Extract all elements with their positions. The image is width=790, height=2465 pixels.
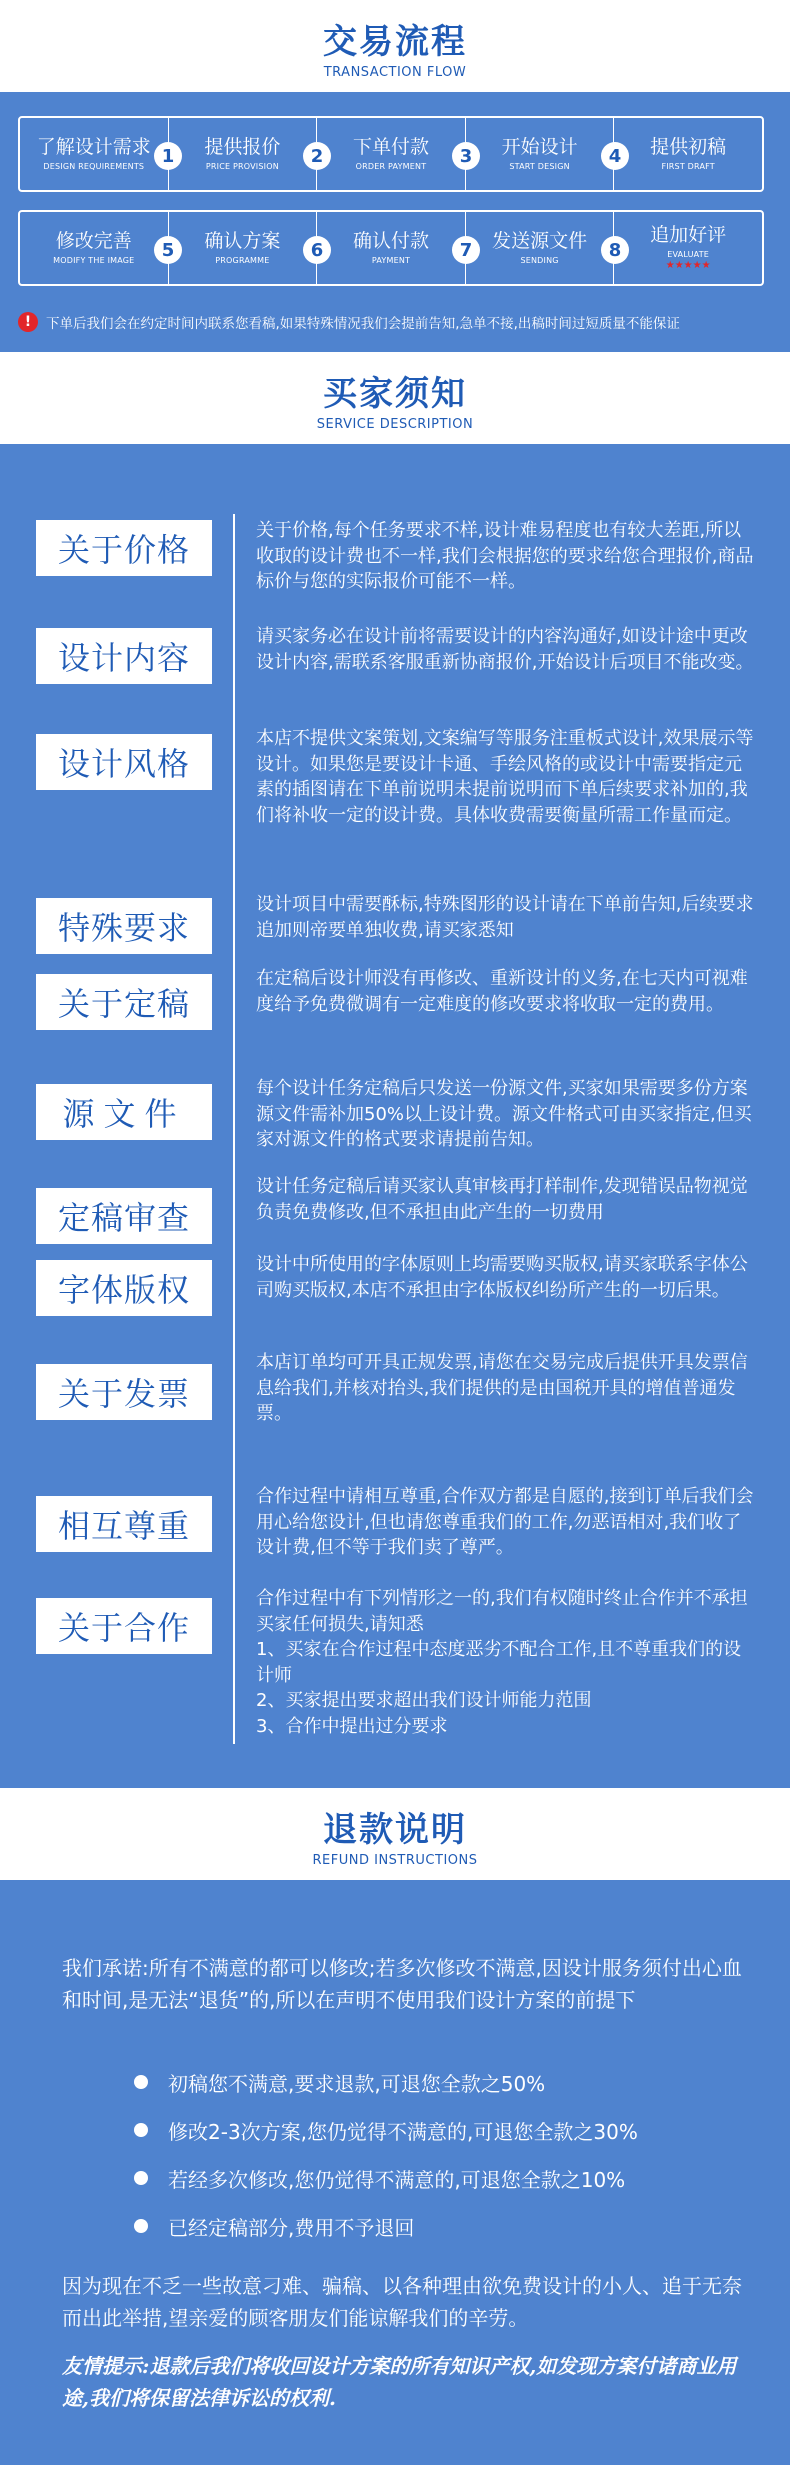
note-label-final: 关于定稿 bbox=[36, 974, 212, 1030]
transaction-title: 交易流程 bbox=[323, 22, 467, 62]
flow-row-2 bbox=[18, 210, 764, 286]
step-number-badge: 3 bbox=[452, 142, 480, 170]
note-label-source: 源文件 bbox=[36, 1084, 212, 1140]
flow-step bbox=[316, 118, 465, 190]
refund-item-text: 已经定稿部分,费用不予退回 bbox=[168, 2215, 415, 2240]
flow-step-en: DESIGN REQUIREMENTS bbox=[43, 162, 145, 172]
note-text-review: 设计任务定稿后请买家认真审核再打样制作,发现错误品物视觉负责免费修改,但不承担由此产生的一切费用 bbox=[256, 1176, 748, 1223]
note-text-price: 关于价格,每个任务要求不样,设计难易程度也有较大差距,所以收取的设计费也不一样,我们会根据您的要求给您合理报价,商品标价与您的实际报价可能不一样。 bbox=[256, 520, 754, 593]
flow-step-label: 了解设计需求 bbox=[36, 135, 151, 158]
refund-item-text: 初稿您不满意,要求退款,可退您全款之50% bbox=[168, 2071, 546, 2096]
step-number-badge: 1 bbox=[154, 142, 182, 170]
note-text-style: 本店不提供文案策划,文案编写等服务注重板式设计,效果展示等设计。如果您是要设计卡通、手绘风格的或设计中需要指定元素的插图请在下单前说明未提前说明而下单后续要求补加的,我们将补收一定的设计费。具体收费需要衡量所需工作量而定。 bbox=[256, 728, 754, 826]
bullet-icon bbox=[134, 2075, 148, 2089]
flow-step-en: PRICE PROVISION bbox=[205, 162, 279, 172]
refund-intro: 我们承诺:所有不满意的都可以修改;若多次修改不满意,因设计服务须付出心血和时间,是无法“退货”的,所以在声明不使用我们设计方案的前提下 bbox=[62, 1956, 742, 2012]
flow-step bbox=[465, 118, 614, 190]
flow-step bbox=[168, 212, 317, 284]
flow-step-label: 修改完善 bbox=[55, 229, 132, 252]
refund-title: 退款说明 bbox=[323, 1810, 467, 1850]
order-notice-text: 下单后我们会在约定时间内联系您看稿,如果特殊情况我们会提前告知,急单不接,出稿时间过短质量不能保证 bbox=[46, 316, 680, 332]
note-label-price: 关于价格 bbox=[36, 520, 212, 576]
flow-step-en: SENDING bbox=[520, 256, 559, 266]
bullet-icon bbox=[134, 2219, 148, 2233]
alert-icon: ! bbox=[18, 312, 38, 332]
flow-step-label: 确认方案 bbox=[204, 229, 281, 252]
flow-step-en: ORDER PAYMENT bbox=[355, 162, 427, 172]
flow-step bbox=[20, 118, 168, 190]
transaction-subtitle: TRANSACTION FLOW bbox=[323, 65, 467, 80]
flow-step-en: START DESIGN bbox=[509, 162, 570, 172]
note-text-source: 每个设计任务定稿后只发送一份源文件,买家如果需要多份方案源文件需补加50%以上设计费。源文件格式可由买家指定,但买家对源文件的格式要求请提前告知。 bbox=[256, 1078, 752, 1151]
step-number-badge: 6 bbox=[303, 236, 331, 264]
bullet-icon bbox=[134, 2123, 148, 2137]
flow-step-label: 下单付款 bbox=[352, 135, 429, 158]
flow-step-label: 追加好评 bbox=[650, 223, 727, 246]
flow-step-en: MODIFY THE IMAGE bbox=[53, 256, 135, 266]
list-item bbox=[134, 2058, 754, 2106]
flow-step-label: 确认付款 bbox=[352, 229, 429, 252]
note-label-invoice: 关于发票 bbox=[36, 1364, 212, 1420]
transaction-flow bbox=[0, 92, 790, 352]
refund-item-text: 若经多次修改,您仍觉得不满意的,可退您全款之10% bbox=[168, 2167, 626, 2192]
note-label-review: 定稿审查 bbox=[36, 1188, 212, 1244]
refund-subtitle: REFUND INSTRUCTIONS bbox=[312, 1853, 478, 1868]
flow-step-en: PAYMENT bbox=[371, 256, 411, 266]
step-number-badge: 5 bbox=[154, 236, 182, 264]
note-text-invoice: 本店订单均可开具正规发票,请您在交易完成后提供开具发票信息给我们,并核对抬头,我们提供的是由国税开具的增值普通发票。 bbox=[256, 1352, 748, 1425]
bullet-icon bbox=[134, 2171, 148, 2185]
flow-step-en: PROGRAMME bbox=[215, 256, 270, 266]
note-label-respect: 相互尊重 bbox=[36, 1496, 212, 1552]
flow-step-label: 提供报价 bbox=[204, 135, 281, 158]
flow-step-label: 提供初稿 bbox=[650, 135, 727, 158]
rating-stars-icon: ★★★★★ bbox=[665, 260, 711, 272]
service-subtitle: SERVICE DESCRIPTION bbox=[316, 417, 474, 432]
step-number-badge: 2 bbox=[303, 142, 331, 170]
note-text-content: 请买家务必在设计前将需要设计的内容沟通好,如设计途中更改设计内容,需联系客服重新协商报价,开始设计后项目不能改变。 bbox=[256, 626, 754, 673]
flow-step bbox=[316, 212, 465, 284]
service-title: 买家须知 bbox=[323, 374, 467, 414]
flow-step bbox=[613, 118, 762, 190]
step-number-badge: 4 bbox=[601, 142, 629, 170]
flow-step-en: FIRST DRAFT bbox=[661, 162, 715, 172]
note-text-respect: 合作过程中请相互尊重,合作双方都是自愿的,接到订单后我们会用心给您设计,但也请您尊重我们的工作,勿恶语相对,我们收了设计费,但不等于我们卖了尊严。 bbox=[256, 1486, 754, 1559]
flow-step bbox=[20, 212, 168, 284]
flow-step-label: 开始设计 bbox=[501, 135, 578, 158]
flow-step bbox=[465, 212, 614, 284]
flow-step bbox=[613, 212, 762, 284]
note-text-final: 在定稿后设计师没有再修改、重新设计的义务,在七天内可视难度给予免费微调有一定难度的修改要求将收取一定的费用。 bbox=[256, 968, 748, 1015]
note-text-font: 设计中所使用的字体原则上均需要购买版权,请买家联系字体公司购买版权,本店不承担由字体版权纠纷所产生的一切后果。 bbox=[256, 1254, 748, 1301]
refund-list bbox=[134, 2058, 754, 2250]
refund-section bbox=[0, 1880, 790, 2465]
service-notes bbox=[0, 444, 790, 1788]
flow-step-label: 发送源文件 bbox=[492, 229, 588, 252]
order-notice bbox=[18, 312, 778, 332]
flow-step-en: EVALUATE bbox=[667, 250, 710, 260]
note-label-special: 特殊要求 bbox=[36, 898, 212, 954]
refund-header bbox=[0, 1788, 790, 1880]
refund-item-text: 修改2-3次方案,您仍觉得不满意的,可退您全款之30% bbox=[168, 2119, 638, 2144]
list-item bbox=[134, 2202, 754, 2250]
note-text-cooperation: 合作过程中有下列情形之一的,我们有权随时终止合作并不承担买家任何损失,请知悉 1、买家在合作过程中态度恶劣不配合工作,且不尊重我们的设计师 2、买家提出要求超出我们设计师能力范围 3、合作中提出过分要求 bbox=[256, 1588, 748, 1737]
flow-step bbox=[168, 118, 317, 190]
step-number-badge: 8 bbox=[601, 236, 629, 264]
transaction-header bbox=[0, 0, 790, 92]
note-label-style: 设计风格 bbox=[36, 734, 212, 790]
note-text-special: 设计项目中需要酥标,特殊图形的设计请在下单前告知,后续要求追加则帝要单独收费,请买家悉知 bbox=[256, 894, 754, 941]
step-number-badge: 7 bbox=[452, 236, 480, 264]
service-header bbox=[0, 352, 790, 444]
note-label-font: 字体版权 bbox=[36, 1260, 212, 1316]
flow-row-1 bbox=[18, 116, 764, 192]
list-item bbox=[134, 2106, 754, 2154]
note-label-cooperation: 关于合作 bbox=[36, 1598, 212, 1654]
note-label-content: 设计内容 bbox=[36, 628, 212, 684]
refund-tip: 友情提示:退款后我们将收回设计方案的所有知识产权,如发现方案付诸商业用途,我们将保留法律诉讼的权利. bbox=[62, 2354, 737, 2410]
list-item bbox=[134, 2154, 754, 2202]
refund-reason: 因为现在不乏一些故意刁难、骗稿、以各种理由欲免费设计的小人、追于无奈而出此举措,望亲爱的顾客朋友们能谅解我们的辛劳。 bbox=[62, 2274, 742, 2330]
divider-line bbox=[233, 514, 235, 1744]
